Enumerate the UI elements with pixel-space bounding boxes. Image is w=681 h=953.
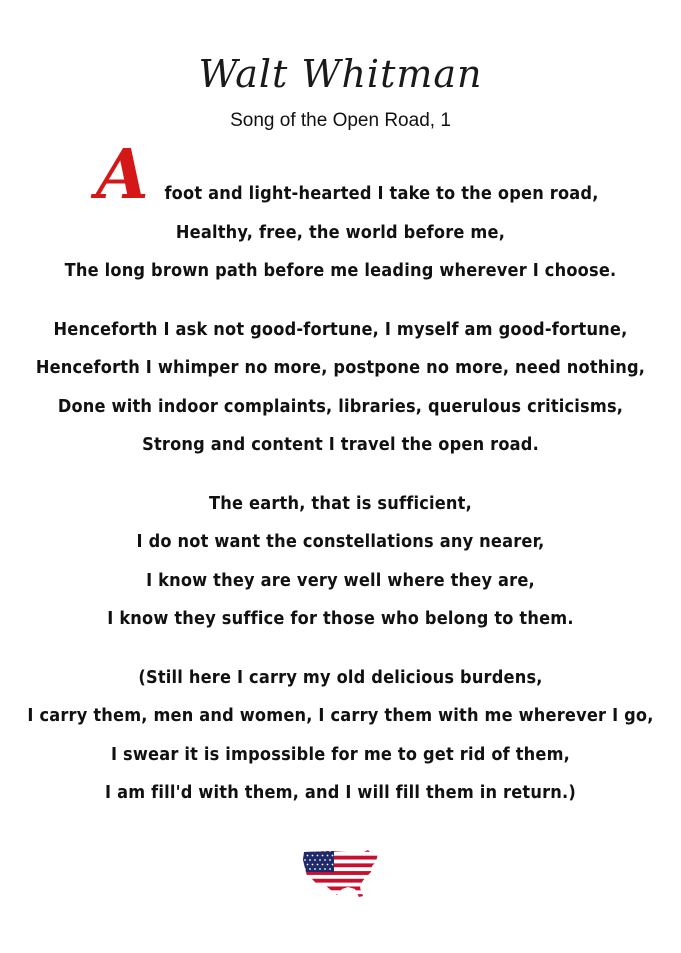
poem-line: Strong and content I travel the open road. [142,434,539,455]
poem-line: Henceforth I ask not good-fortune, I myself am good-fortune, [53,318,628,340]
stanza-4 [0,659,681,813]
poem-line: I swear it is impossible for me to get rid of them, [110,743,571,765]
poem-line: I carry them, men and women, I carry them with me wherever I go, [27,705,654,726]
poem-body [0,135,681,833]
poem-line: The long brown path before me leading wherever I choose. [64,260,617,281]
poem-subtitle: Song of the Open Road, 1 [230,110,451,131]
poem-line: The earth, that is sufficient, [209,492,472,514]
first-line-text: foot and light-hearted I take to the open road, [164,183,599,204]
poem-line: I know they suffice for those who belong to them. [107,608,574,629]
poem-line: I know they are very well where they are, [146,569,535,591]
stanza-1 [0,135,681,291]
us-flag-map-icon [302,848,380,898]
poem-line: (Still here I carry my old delicious burdens, [138,666,543,688]
poem-line-first [0,135,681,215]
poem-line: I do not want the constellations any nearer, [136,531,545,552]
drop-cap: A [96,135,149,215]
author-title: Walt Whitman [198,52,483,96]
poem-line: Done with indoor complaints, libraries, querulous criticisms, [57,395,624,417]
poem-line: Henceforth I whimper no more, postpone no more, need nothing, [35,357,646,378]
poem-line: I am fill'd with them, and I will fill them in return.) [105,782,576,803]
stanza-2 [0,311,681,465]
stanza-3 [0,485,681,639]
poem-line: Healthy, free, the world before me, [175,221,506,243]
